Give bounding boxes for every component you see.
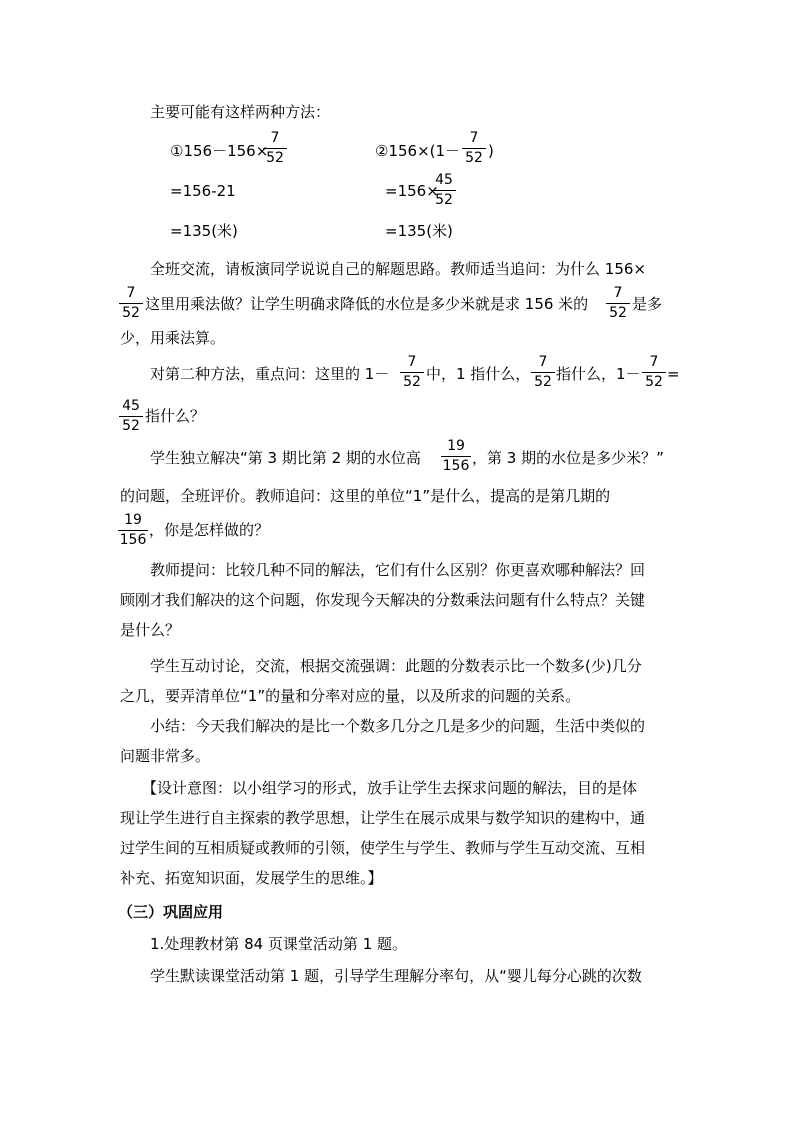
p1-line2: 这里用乘法做？让学生明确求降低的水位是多少米就是求 156 米的	[145, 295, 589, 313]
p7-line1: 【设计意图：以小组学习的形式，放手让学生去探求问题的解法，目的是体	[142, 779, 638, 797]
p5-line1: 学生互动讨论，交流，根据交流强调：此题的分数表示比一个数多(少)几分	[150, 657, 642, 675]
method2-close-paren: )	[488, 142, 494, 160]
p1-line1: 全班交流，请板演同学说说自己的解题思路。教师适当追问：为什么 156×	[150, 260, 646, 278]
item1-text: 1.处理教材第 84 页课堂活动第 1 题。	[150, 935, 408, 953]
p2-part-b: 中，1 指什么，	[426, 365, 531, 383]
p1-line3: 少，用乘法算。	[120, 329, 226, 347]
p5-line2: 之几，要弄清单位“1”的量和分率对应的量，以及所求的问题的关系。	[120, 687, 581, 705]
p3-line3: ，你是怎样做的？	[149, 521, 270, 539]
fraction-7-52: 7 52	[605, 285, 631, 322]
p7-line3: 过学生间的互相质疑或教师的引领，使学生与学生、教师与学生互动交流、互相	[120, 839, 646, 857]
p6-line2: 问题非常多。	[120, 747, 211, 765]
p3-part-a: 学生独立解决“第 3 期比第 2 期的水位高	[150, 449, 421, 467]
p8-line1: 学生默读课堂活动第 1 题，引导学生理解分率句，从“婴儿每分心跳的次数	[150, 967, 642, 985]
p6-line1: 小结：今天我们解决的是比一个数多几分之几是多少的问题，生活中类似的	[150, 717, 646, 735]
fraction-7-52: 7 52	[461, 130, 487, 167]
fraction-7-52: 7 52	[641, 354, 667, 391]
p3-line2: 的问题，全班评价。教师追问：这里的单位“1”是什么，提高的是第几期的	[120, 487, 611, 505]
fraction-19-156: 19 156	[119, 512, 147, 548]
intro-text: 主要可能有这样两种方法：	[150, 103, 331, 121]
method1-step2: =156-21	[170, 182, 236, 200]
fraction-45-52: 45 52	[118, 398, 144, 435]
p3-part-b: ，第 3 期的水位是多少米？”	[472, 449, 664, 467]
p2-part-e: 指什么？	[145, 407, 206, 425]
fraction-19-156: 19 156	[442, 438, 470, 474]
fraction-7-52: 7 52	[262, 130, 288, 167]
method2-expression: ②156×(1－	[375, 142, 461, 160]
method2-step2: =156×	[385, 182, 439, 200]
p2-part-a: 对第二种方法，重点问：这里的 1－	[150, 365, 390, 383]
p4-line2: 顾刚才我们解决的这个问题，你发现今天解决的分数乘法问题有什么特点？关键	[120, 591, 646, 609]
p1-line2-end: 是多	[632, 295, 663, 313]
p4-line1: 教师提问：比较几种不同的解法，它们有什么区别？你更喜欢哪种解法？回	[150, 561, 646, 579]
method1-expression: ①156－156×	[170, 142, 269, 160]
fraction-45-52: 45 52	[431, 172, 457, 209]
fraction-7-52: 7 52	[399, 354, 425, 391]
p7-line2: 现让学生进行自主探索的教学思想，让学生在展示成果与数学知识的建构中，通	[120, 809, 646, 827]
p2-part-c: 指什么，1－	[556, 365, 641, 383]
p4-line3: 是什么？	[120, 621, 181, 639]
method1-step3: =135(米)	[170, 222, 238, 240]
fraction-7-52: 7 52	[530, 354, 556, 391]
section-heading: （三）巩固应用	[118, 903, 224, 921]
method2-step3: =135(米)	[385, 222, 453, 240]
fraction-7-52: 7 52	[118, 285, 144, 322]
p2-part-d: =	[667, 365, 680, 383]
p7-line4: 补充、拓宽知识面，发展学生的思维。】	[120, 869, 383, 887]
